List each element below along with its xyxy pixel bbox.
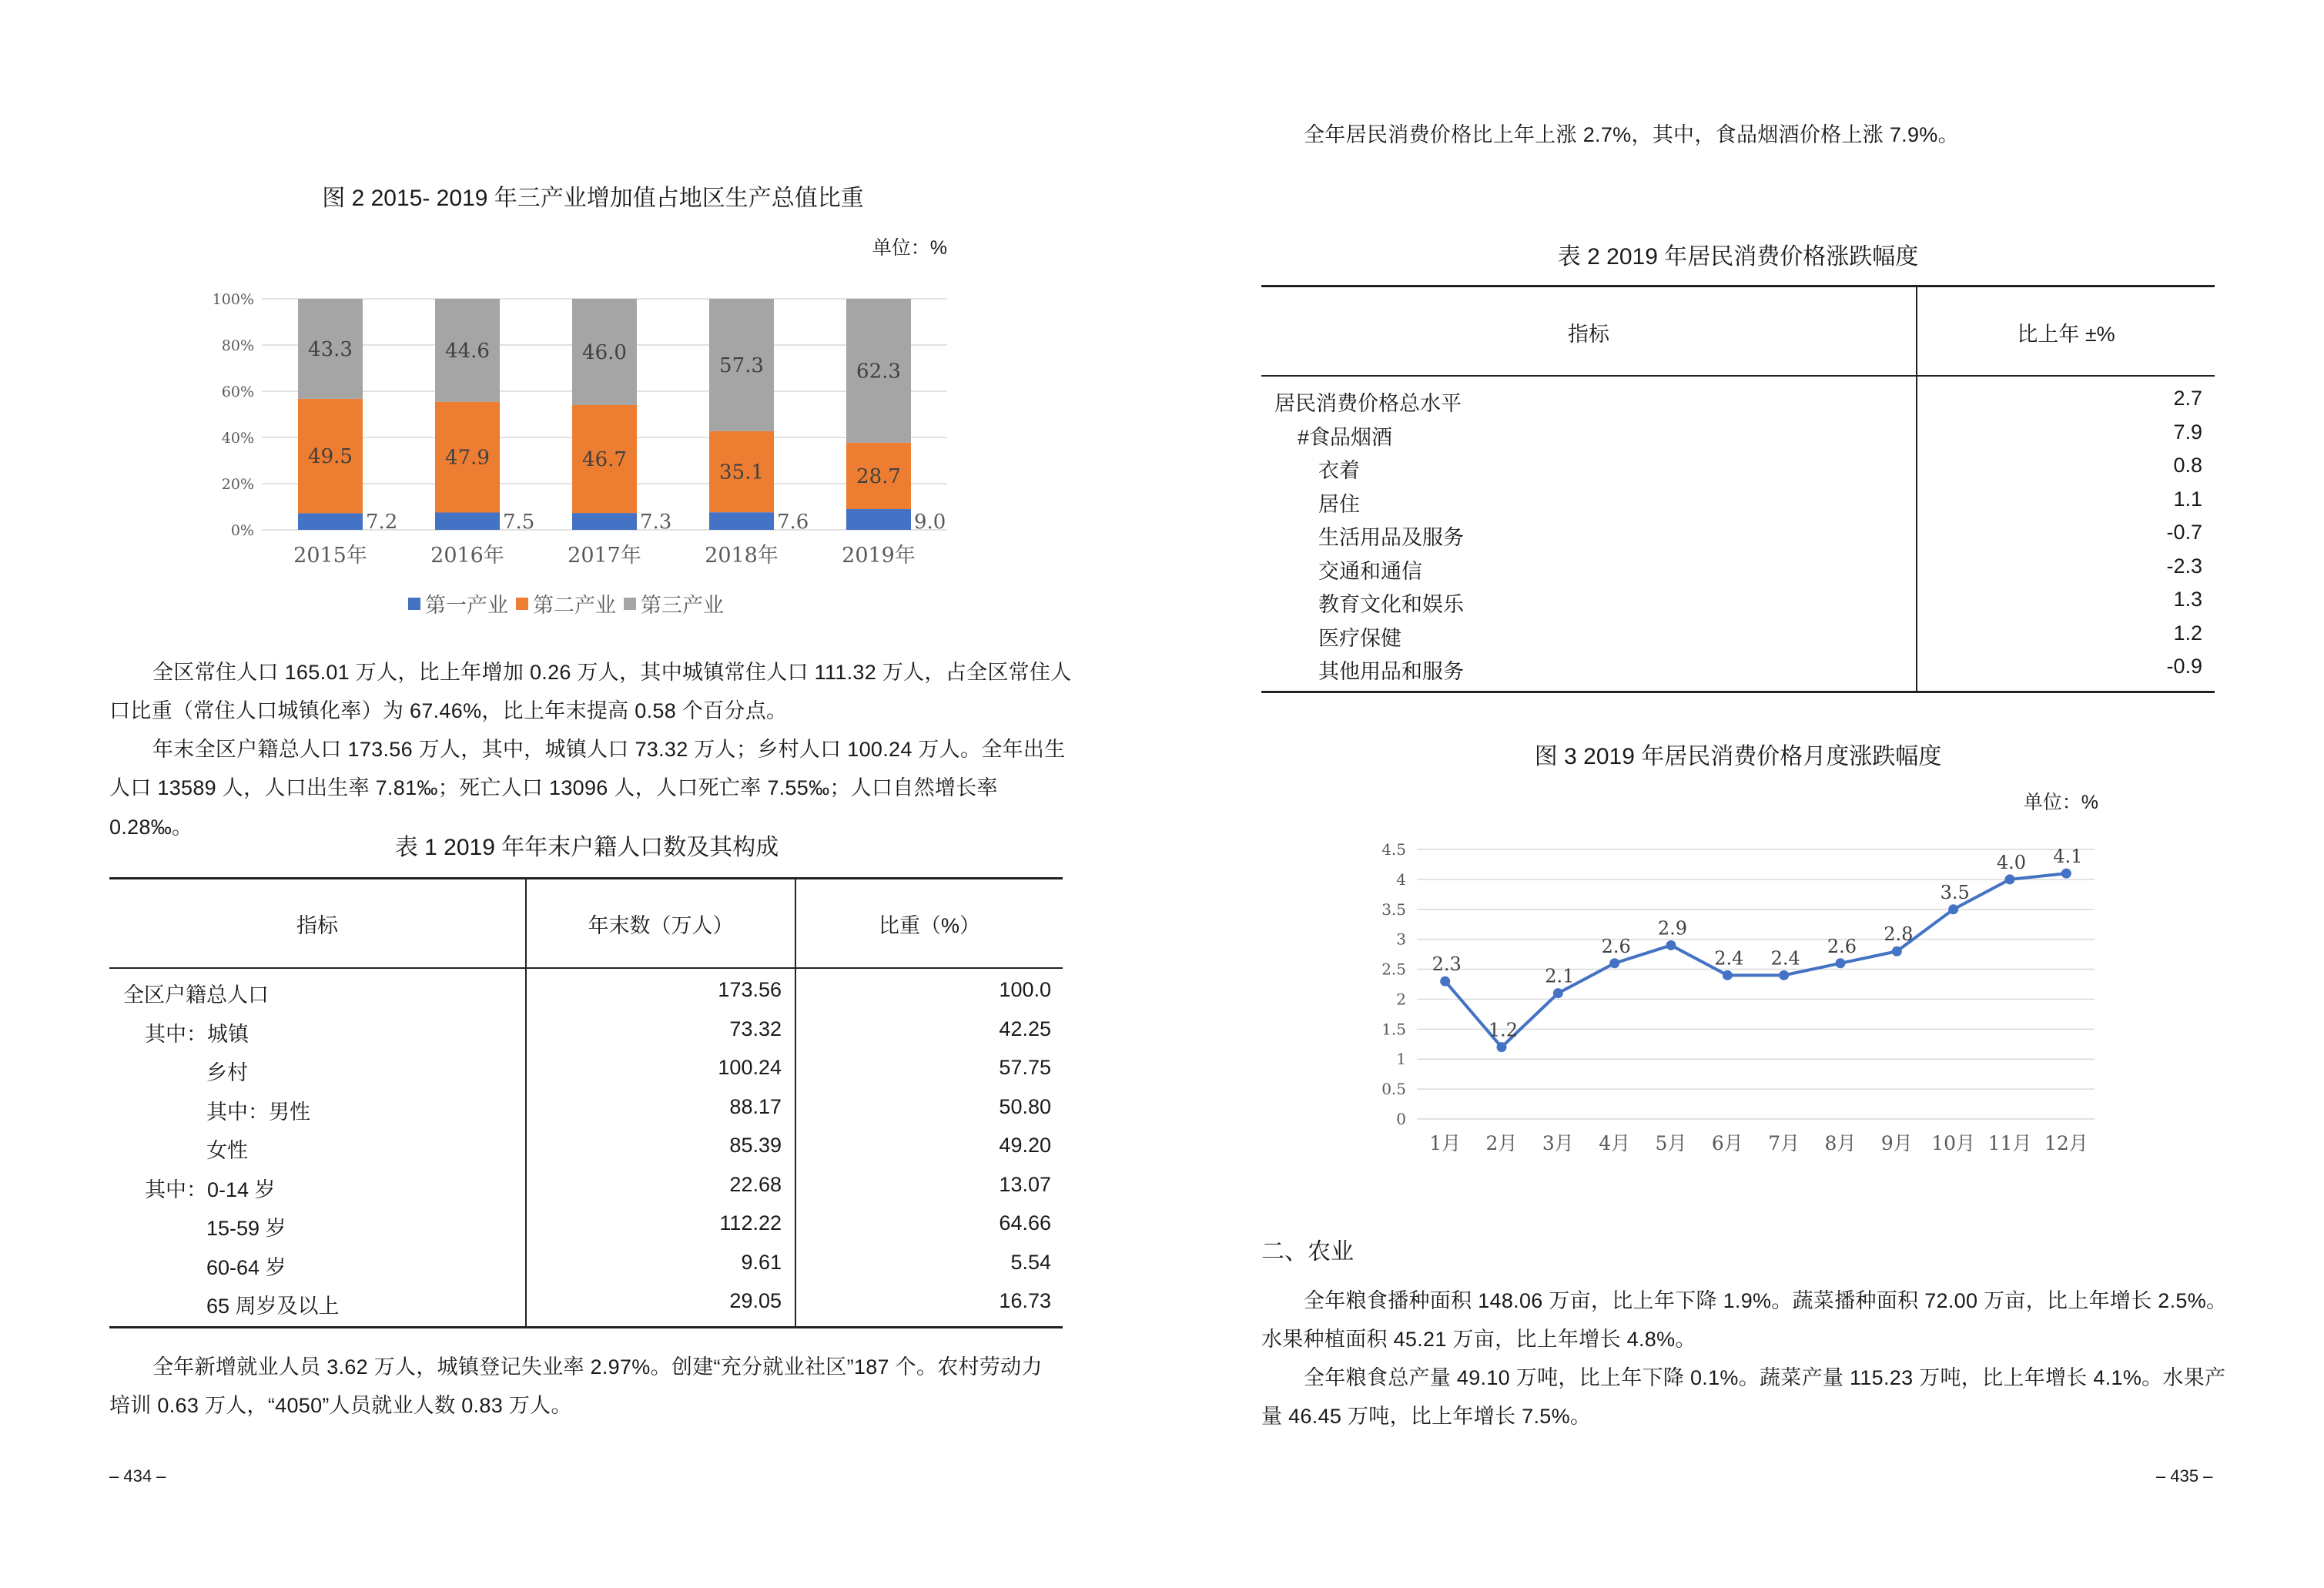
table1-row-label: 乡村 <box>206 1061 248 1084</box>
fig2-y-tick: 60% <box>221 384 254 400</box>
fig2-x-tick: 2019年 <box>842 544 916 568</box>
fig2-data-label: 43.3 <box>308 337 353 361</box>
table1-row-year-end: 85.39 <box>729 1134 782 1157</box>
fig3-data-point <box>2005 874 2015 884</box>
fig2-data-label: 44.6 <box>445 339 490 363</box>
fig2-data-label: 28.7 <box>856 464 901 488</box>
fig3-x-tick: 1月 <box>1429 1132 1462 1154</box>
table1-row-year-end: 88.17 <box>729 1094 782 1118</box>
fig3-data-point <box>2061 869 2071 879</box>
table2-row-value: 1.3 <box>2173 588 2202 611</box>
fig3-series-line <box>1445 873 2067 1047</box>
fig3-data-point <box>1836 958 1846 968</box>
table1-row-year-end: 29.05 <box>729 1289 782 1312</box>
fig3-data-label: 2.8 <box>1884 923 1914 946</box>
cpi-summary-line: 全年居民消费价格比上年上涨 2.7%，其中，食品烟酒价格上涨 7.9%。 <box>1304 123 1959 146</box>
table1-row-label: 其中：男性 <box>206 1100 310 1124</box>
table1-row-share: 13.07 <box>999 1172 1051 1196</box>
table2-header-change: 比上年 ±% <box>2017 323 2115 346</box>
fig3-y-tick: 4 <box>1396 869 1406 889</box>
table2-row-value: 7.9 <box>2173 420 2202 444</box>
table1-row-share: 64.66 <box>999 1211 1051 1235</box>
table2-row-label: 生活用品及服务 <box>1318 526 1464 549</box>
table1-row-share: 100.0 <box>999 978 1051 1001</box>
para4-line2: 水果种植面积 45.21 万亩，比上年增长 4.8%。 <box>1261 1328 1696 1351</box>
fig3-y-tick: 1.5 <box>1381 1020 1406 1039</box>
table1-top-rule <box>109 877 1063 879</box>
fig2-data-label: 46.0 <box>582 341 627 364</box>
fig3-unit: 单位：% <box>2023 792 2098 813</box>
table1-caption: 表 1 2019 年年末户籍人口数及其构成 <box>394 835 779 860</box>
fig2-unit: 单位：% <box>872 237 947 259</box>
para1-line2: 口比重（常住人口城镇化率）为 67.46%，比上年末提高 0.58 个百分点。 <box>109 699 788 722</box>
fig3-data-label: 4.0 <box>1996 851 2027 873</box>
fig2-bar-segment <box>572 513 637 530</box>
table2-row-label: 其他用品和服务 <box>1318 660 1464 683</box>
fig3-data-point <box>1440 977 1450 987</box>
table1-row-share: 16.73 <box>999 1289 1051 1312</box>
fig3-data-label: 2.6 <box>1601 935 1631 957</box>
table2-row-label: 教育文化和娱乐 <box>1318 593 1464 616</box>
table2-bottom-rule <box>1261 691 2215 693</box>
table1-row-share: 49.20 <box>999 1134 1051 1157</box>
table1-row-label: 15-59 岁 <box>206 1217 286 1240</box>
fig2-data-label: 7.2 <box>366 511 398 534</box>
table1-row-year-end: 22.68 <box>729 1172 782 1196</box>
fig3-x-tick: 9月 <box>1880 1132 1913 1154</box>
fig2-legend <box>408 588 793 619</box>
table1-header-share: 比重（%） <box>878 914 980 937</box>
table1-row-year-end: 112.22 <box>719 1211 782 1235</box>
fig3-y-tick: 3 <box>1396 930 1406 949</box>
fig3-y-tick: 3.5 <box>1381 900 1406 919</box>
fig3-x-tick: 12月 <box>2044 1132 2088 1154</box>
table1-header-rule <box>109 967 1063 969</box>
fig3-y-tick: 2 <box>1396 990 1406 1009</box>
fig3-x-tick: 10月 <box>1931 1132 1976 1154</box>
fig2-data-label: 57.3 <box>719 353 764 377</box>
table2-row-label: 居住 <box>1318 492 1360 516</box>
para4-line1: 全年粮食播种面积 148.06 万亩，比上年下降 1.9%。蔬菜播种面积 72.00 万亩，比上年增长 2.5%。 <box>1304 1289 2228 1312</box>
table2-row-value: -0.9 <box>2166 655 2202 678</box>
fig3-data-point <box>1948 904 1958 914</box>
fig3-y-tick: 1 <box>1396 1050 1406 1069</box>
table1-row-label: 60-64 岁 <box>206 1255 286 1279</box>
fig2-bar-segment <box>709 512 774 530</box>
fig3-data-point <box>1609 958 1619 968</box>
table1-row-year-end: 100.24 <box>718 1056 782 1079</box>
table1-row-share: 57.75 <box>999 1056 1051 1079</box>
para1-line1: 全区常住人口 165.01 万人，比上年增加 0.26 万人，其中城镇常住人口 111.32 万人，占全区常住人 <box>152 661 1072 684</box>
table2-header-rule <box>1261 375 2215 377</box>
table2-row-label: 居民消费价格总水平 <box>1274 392 1462 415</box>
table2-header-indicator: 指标 <box>1568 323 1609 346</box>
table1-row-label: 全区户籍总人口 <box>123 983 269 1007</box>
para3-line1: 全年新增就业人员 3.62 万人，城镇登记失业率 2.97%。创建“充分就业社区”187 个。农村劳动力 <box>152 1355 1043 1379</box>
fig2-data-label: 62.3 <box>856 360 901 384</box>
fig2-data-label: 9.0 <box>914 511 946 534</box>
fig2-data-label: 46.7 <box>582 448 627 472</box>
table1-row-share: 5.54 <box>1010 1250 1051 1274</box>
fig3-data-label: 4.1 <box>2053 846 2083 868</box>
table1-row-year-end: 73.32 <box>729 1017 782 1040</box>
table1-row-share: 42.25 <box>999 1017 1051 1040</box>
fig2-data-label: 7.5 <box>503 511 535 534</box>
fig2-legend-swatch <box>624 598 636 610</box>
fig2-x-tick: 2016年 <box>430 544 504 568</box>
fig2-legend-label: 第二产业 <box>533 594 616 617</box>
page-number-left: – 434 – <box>109 1466 166 1486</box>
fig2-data-label: 7.6 <box>777 511 809 534</box>
fig3-data-label: 2.1 <box>1545 965 1575 987</box>
fig2-y-tick: 40% <box>221 430 254 447</box>
fig3-y-tick: 0.5 <box>1381 1080 1406 1099</box>
fig2-legend-swatch <box>516 598 528 610</box>
table2-row-value: 2.7 <box>2173 387 2202 410</box>
table2-top-rule <box>1261 285 2215 287</box>
page-number-right: – 435 – <box>2156 1466 2213 1486</box>
fig2-y-tick: 20% <box>221 476 254 493</box>
table1-row-label: 女性 <box>206 1139 248 1162</box>
table2-row-label: #食品烟酒 <box>1298 425 1393 449</box>
para2-line1: 年末全区户籍总人口 173.56 万人，其中，城镇人口 73.32 万人；乡村人口 100.24 万人。全年出生 <box>152 738 1066 761</box>
fig3-data-label: 2.9 <box>1657 917 1688 940</box>
fig3-y-tick: 0 <box>1396 1110 1406 1128</box>
fig2-legend-item <box>624 588 724 618</box>
fig2-x-tick: 2015年 <box>293 544 367 568</box>
table2-row-value: -0.7 <box>2166 521 2202 544</box>
table1-row-share: 50.80 <box>999 1094 1051 1118</box>
fig3-x-tick: 7月 <box>1768 1132 1800 1154</box>
table1-row-year-end: 9.61 <box>741 1250 782 1274</box>
fig2-data-label: 7.3 <box>640 511 672 534</box>
fig2-legend-item <box>516 588 616 618</box>
fig2-bar-segment <box>298 513 363 530</box>
table2-row-value: -2.3 <box>2166 554 2202 578</box>
para5-line2: 量 46.45 万吨，比上年增长 7.5%。 <box>1261 1405 1592 1428</box>
table1-bottom-rule <box>109 1326 1063 1328</box>
table1-row-year-end: 173.56 <box>718 978 782 1001</box>
fig3-line-chart <box>1355 832 2118 1171</box>
table1-header-indicator: 指标 <box>296 914 338 937</box>
table2-row-label: 医疗保健 <box>1318 626 1401 650</box>
table1-row-label: 其中：城镇 <box>145 1022 249 1046</box>
table1-col-divider-1 <box>525 878 527 1328</box>
fig2-bar-segment <box>435 513 500 531</box>
table2-row-label: 衣着 <box>1318 459 1360 482</box>
fig3-x-tick: 4月 <box>1599 1132 1631 1154</box>
fig2-y-tick: 80% <box>221 337 254 354</box>
table2-caption: 表 2 2019 年居民消费价格涨跌幅度 <box>1557 244 1919 270</box>
fig2-data-label: 35.1 <box>719 461 764 484</box>
fig3-x-tick: 5月 <box>1655 1132 1687 1154</box>
fig3-x-tick: 8月 <box>1824 1132 1857 1154</box>
table2-row-value: 1.1 <box>2173 487 2202 511</box>
fig3-data-point <box>1723 970 1733 980</box>
para5-line1: 全年粮食总产量 49.10 万吨，比上年下降 0.1%。蔬菜产量 115.23 万吨，比上年增长 4.1%。水果产 <box>1304 1366 2226 1389</box>
fig3-x-tick: 2月 <box>1485 1132 1518 1154</box>
fig3-y-tick: 4.5 <box>1381 840 1406 859</box>
fig2-caption: 图 2 2015- 2019 年三产业增加值占地区生产总值比重 <box>322 186 864 211</box>
fig3-data-label: 2.4 <box>1714 947 1744 970</box>
fig2-stacked-bar-chart <box>208 277 970 632</box>
table1-row-label: 其中：0-14 岁 <box>145 1178 276 1201</box>
fig2-x-tick: 2018年 <box>705 544 779 568</box>
fig3-data-point <box>1779 970 1789 980</box>
fig2-legend-item <box>408 588 508 618</box>
fig2-bar-segment <box>846 509 911 530</box>
para2-line2: 人口 13589 人，人口出生率 7.81‰；死亡人口 13096 人，人口死亡率 7.55‰；人口自然增长率 0.28‰。 <box>109 776 998 839</box>
fig3-data-point <box>1497 1042 1507 1052</box>
fig2-x-tick: 2017年 <box>568 544 641 568</box>
fig3-x-tick: 11月 <box>1987 1132 2032 1154</box>
fig2-data-label: 49.5 <box>308 445 353 469</box>
table1-row-label: 65 周岁及以上 <box>206 1295 340 1318</box>
fig3-data-label: 2.6 <box>1827 935 1857 957</box>
fig2-legend-swatch <box>408 598 420 610</box>
fig3-x-tick: 3月 <box>1542 1132 1574 1154</box>
para3-line2: 培训 0.63 万人，“4050”人员就业人数 0.83 万人。 <box>109 1394 572 1417</box>
fig2-y-tick: 0% <box>230 522 254 539</box>
fig3-data-label: 2.3 <box>1432 953 1462 976</box>
section-heading-agriculture: 二、农业 <box>1261 1239 1354 1265</box>
fig3-data-label: 3.5 <box>1940 881 1970 903</box>
fig3-data-point <box>1892 946 1902 956</box>
fig2-data-label: 47.9 <box>445 446 490 470</box>
table2-row-value: 1.2 <box>2173 621 2202 645</box>
fig3-caption: 图 3 2019 年居民消费价格月度涨跌幅度 <box>1534 744 1942 769</box>
fig3-y-tick: 2.5 <box>1381 960 1406 979</box>
fig3-data-label: 2.4 <box>1770 947 1800 970</box>
table2-row-label: 交通和通信 <box>1318 559 1422 583</box>
table1-header-year-end: 年末数（万人） <box>588 914 734 937</box>
fig3-data-point <box>1553 988 1563 998</box>
fig3-data-point <box>1666 940 1676 950</box>
table1-col-divider-2 <box>795 878 796 1328</box>
fig2-legend-label: 第一产业 <box>425 594 508 617</box>
fig2-y-tick: 100% <box>212 291 254 308</box>
fig3-data-label: 1.2 <box>1488 1019 1519 1041</box>
fig2-legend-label: 第三产业 <box>641 594 724 617</box>
fig3-x-tick: 6月 <box>1711 1132 1743 1154</box>
table2-row-value: 0.8 <box>2173 454 2202 477</box>
